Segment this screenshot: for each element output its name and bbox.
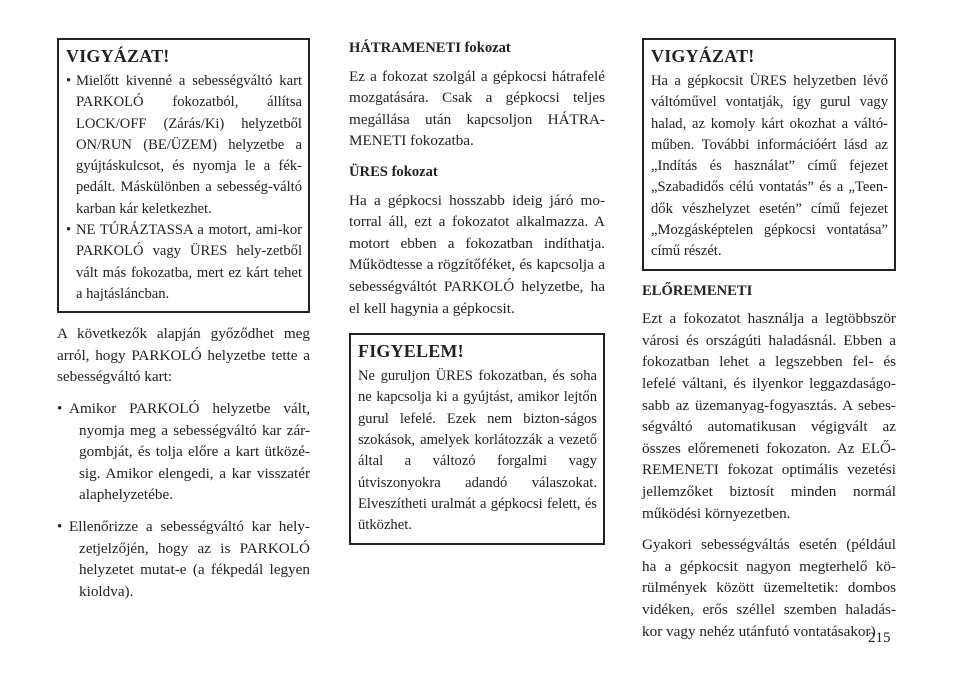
right-column bbox=[642, 38, 896, 652]
towing-warning-text: Ha a gépkocsit ÜRES helyzetben lévő váltóművel vontatják, így gurul vagy halad, az komoly kárt okozhat a váltó-műben. További információért lásd az „Indítás és használat” című fejezet „Szabadidős célú vontatás” és a „Teen-dők vészhelyzet esetén” című fejezet „Mozgásképtelen gépkocsi vontatása” című részét. bbox=[651, 73, 888, 260]
bullet-icon: • bbox=[57, 518, 63, 536]
forward-paragraph: Ezt a fokozatot használja a legtöbbször városi és országúti haladásnál. Ebben a fokozatban lehet a legszebben fel- és lefelé váltani, és ilyenkor leggazdaságo-sabb az üzemanyag-fogyasztás. A sebes-ségváltó automatikusan végigvált az összes előremeneti fokozaton. Az ELŐ-REMENETI fokozat optimális vezetési jellemzőket biztosít minden normál működési környezetben. bbox=[642, 310, 896, 522]
page-number: 215 bbox=[868, 630, 891, 646]
caution-title: FIGYELEM! bbox=[358, 341, 464, 362]
list-item bbox=[57, 398, 310, 506]
left-column bbox=[57, 38, 310, 612]
caution-box bbox=[349, 333, 605, 544]
reverse-paragraph: Ez a fokozat szolgál a gépkocsi hátrafelé mozgatására. Csak a gépkocsi teljes megállása után kapcsoljon HÁTRA-MENETI fokozatba. bbox=[349, 67, 605, 150]
neutral-heading: ÜRES fokozat bbox=[349, 163, 438, 180]
reverse-heading: HÁTRAMENETI fokozat bbox=[349, 40, 511, 56]
list-item-text: Ellenőrizze a sebességváltó kar hely-zetjelzőjén, hogy az is PARKOLÓ helyzetet mutat-e (a fékpedál legyen kioldva). bbox=[69, 518, 310, 600]
warning-item bbox=[66, 71, 302, 220]
bullet-icon: • bbox=[66, 222, 72, 239]
warning-item bbox=[66, 220, 302, 305]
bullet-icon: • bbox=[66, 73, 72, 89]
list-item-text: Amikor PARKOLÓ helyzetbe vált, nyomja meg a sebességváltó kar zár-gombját, és tolja előre a kart ütközé-sig. Amikor elengedi, a kar visszatér alaphelyzetébe. bbox=[69, 400, 310, 504]
warning-title: VIGYÁZAT! bbox=[66, 46, 170, 66]
park-intro-paragraph: A következők alapján győződhet meg arról, hogy PARKOLÓ helyzetbe tette a sebességváltó kart: bbox=[57, 325, 310, 386]
warning-list bbox=[66, 71, 302, 305]
towing-warning-title: VIGYÁZAT! bbox=[651, 46, 755, 66]
warning-box bbox=[57, 38, 310, 313]
caution-text: Ne guruljon ÜRES fokozatban, és soha ne kapcsolja ki a gyújtást, amikor lejtőn gurul lefelé. Ezek nem bizton-ságos szokások, amelyek korlátozzák a vezető által a változó forgalmi vagy útviszonyokra adandó válaszokat. Elveszítheti uralmát a gépkocsi felett, és ütközhet. bbox=[358, 368, 597, 534]
middle-column bbox=[349, 38, 605, 545]
forward-heading: ELŐREMENETI bbox=[642, 282, 753, 299]
list-item bbox=[57, 516, 310, 602]
warning-item-text: Mielőtt kivenné a sebességváltó kart PARKOLÓ fokozatból, állítsa LOCK/OFF (Zárás/Ki) helyzetből ON/RUN (BE/ÜZEM) helyzetbe a gyújtáskulcsot, és nyomja le a fék-pedált. Máskülönben a sebesség-váltó karban kár keletkezhet. bbox=[76, 73, 302, 217]
warning-item-text: NE TÚRÁZTASSA a motort, ami-kor PARKOLÓ vagy ÜRES hely-zetből vált más fokozatba, mert ez kárt tehet a hajtásláncban. bbox=[76, 222, 302, 302]
forward-paragraph-2: Gyakori sebességváltás esetén (például ha a gépkocsit nagyon megterhelő kö-rülmények között üzemeltetik: dombos vidéken, erős széllel szemben haladás-kor vagy nehéz utánfutó vontatásakor) bbox=[642, 536, 896, 640]
bullet-icon: • bbox=[57, 400, 63, 418]
towing-warning-box bbox=[642, 38, 896, 271]
park-check-list bbox=[57, 398, 310, 602]
neutral-paragraph: Ha a gépkocsi hosszabb ideig járó mo-torral áll, ezt a fokozatot alkalmazza. A motort ebben a fokozatban indíthatja. Működtesse a rögzítőféket, és kapcsolja a sebességváltót PARKOLÓ helyzetbe, ha el kell hagynia a gépkocsit. bbox=[349, 191, 605, 317]
